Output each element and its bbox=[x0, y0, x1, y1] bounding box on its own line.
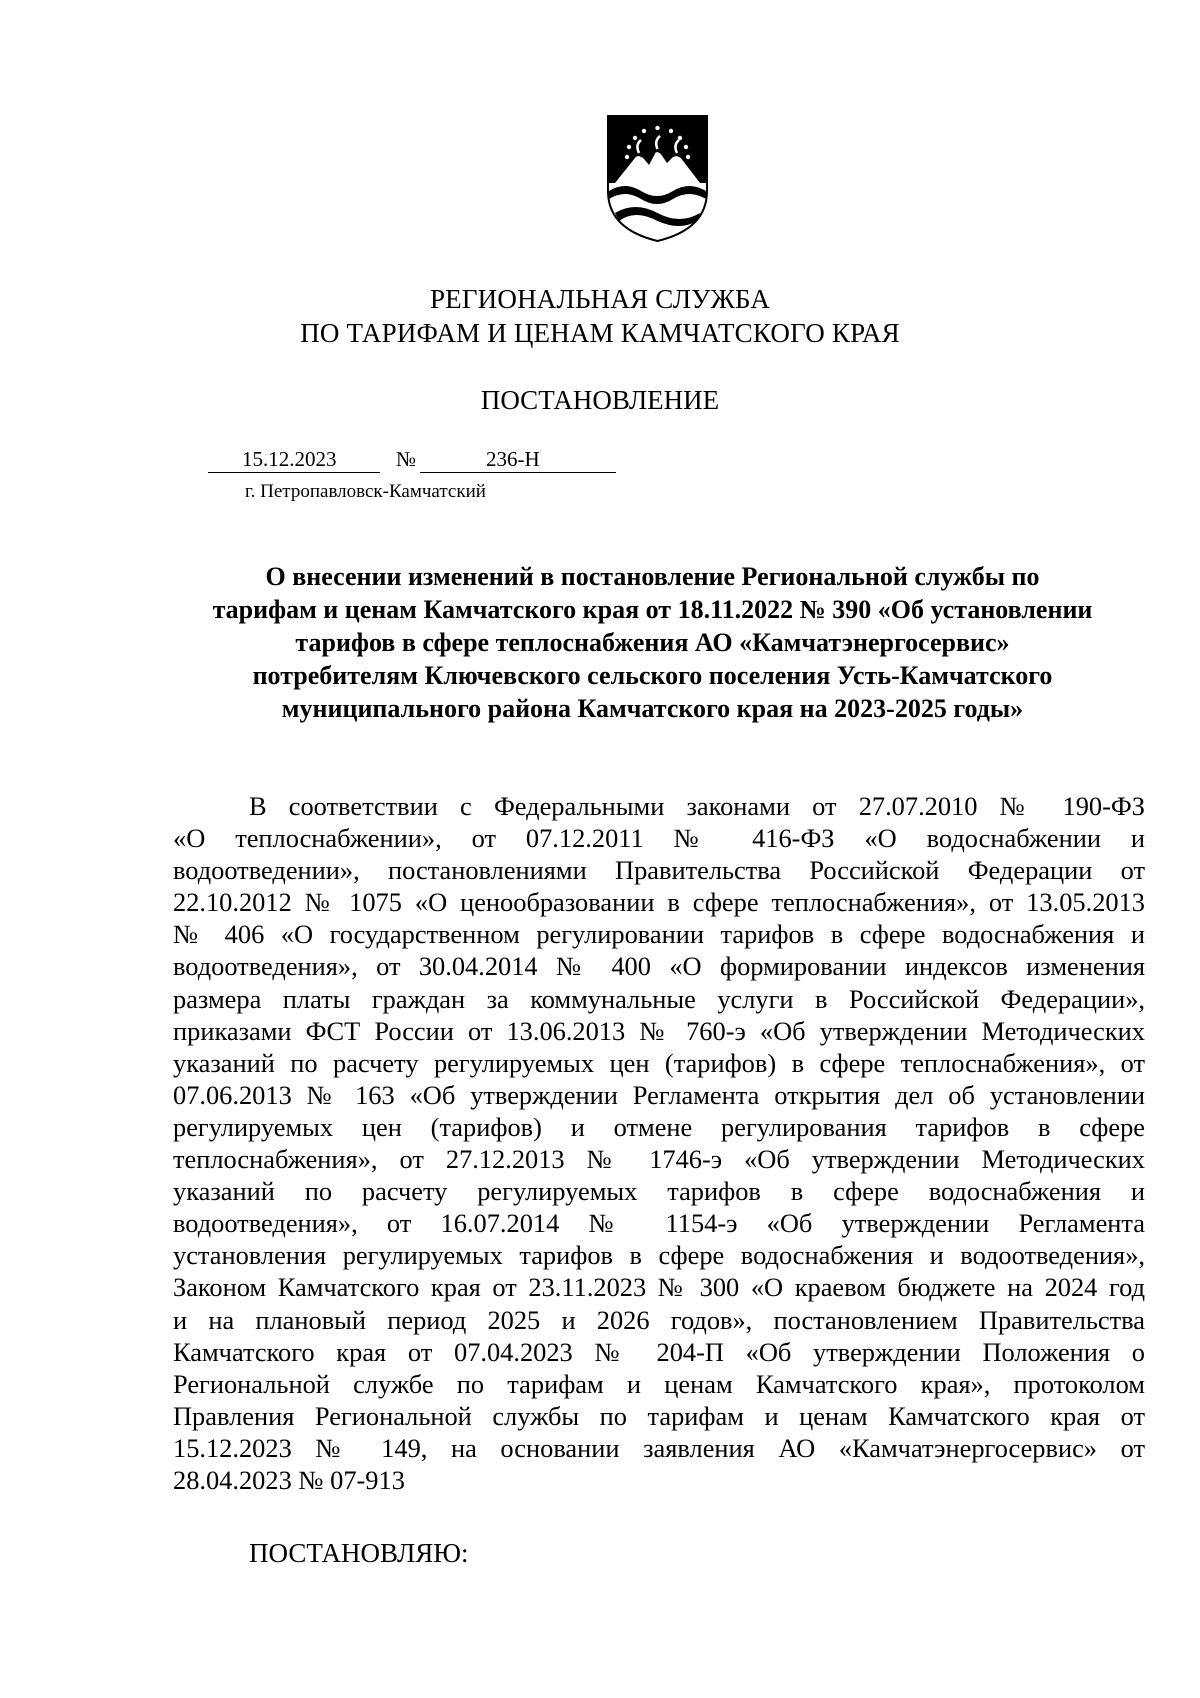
document-city: г. Петропавловск-Камчатский bbox=[245, 481, 486, 502]
title-line: тарифов в сфере теплоснабжения АО «Камчатэнергосервис» bbox=[295, 628, 1010, 657]
number-sign: № bbox=[396, 447, 417, 471]
document-date: 15.12.2023 bbox=[242, 447, 337, 471]
body-line: и на плановый период 2025 и 2026 годов», постановлением Правительства bbox=[173, 1304, 1145, 1335]
body-line: «О теплоснабжении», от 07.12.2011 № 416-ФЗ «О водоснабжении и bbox=[173, 823, 1145, 854]
body-line: водоотведении», постановлениями Правительства Российской Федерации от bbox=[173, 855, 1145, 886]
body-line: размера платы граждан за коммунальные услуги в Российской Федерации», bbox=[173, 983, 1145, 1014]
title-line: тарифам и ценам Камчатского края от 18.11.2022 № 390 «Об установлении bbox=[212, 595, 1093, 624]
document-meta bbox=[208, 445, 616, 475]
org-name-line1: РЕГИОНАЛЬНАЯ СЛУЖБА bbox=[429, 284, 771, 314]
body-line: 07.06.2013 № 163 «Об утверждении Регламента открытия дел об установлении bbox=[173, 1079, 1145, 1110]
body-line: Камчатского края от 07.04.2023 № 204-П «Об утверждении Положения о bbox=[173, 1336, 1145, 1367]
body-line: В соответствии с Федеральными законами от 27.07.2010 № 190-ФЗ bbox=[249, 791, 1145, 821]
body-line: указаний по расчету регулируемых тарифов в сфере водоснабжения и bbox=[173, 1176, 1145, 1207]
document-title bbox=[160, 560, 1145, 725]
body-line: Правления Региональной службы по тарифам и ценам Камчатского края от bbox=[173, 1400, 1145, 1431]
body-line: приказами ФСТ России от 13.06.2013 № 760-э «Об утверждении Методических bbox=[173, 1015, 1145, 1046]
body-line: теплоснабжения», от 27.12.2013 № 1746-э «Об утверждении Методических bbox=[173, 1144, 1145, 1175]
title-line: муниципального района Камчатского края на 2023-2025 годы» bbox=[281, 694, 1024, 723]
body-line: Региональной службе по тарифам и ценам Камчатского края», протоколом bbox=[173, 1368, 1145, 1399]
body-line: водоотведения», от 16.07.2014 № 1154-э «Об утверждении Регламента bbox=[173, 1208, 1145, 1239]
number-underline bbox=[420, 472, 616, 473]
document-type: ПОСТАНОВЛЕНИЕ bbox=[480, 385, 720, 415]
org-name-line2: ПО ТАРИФАМ И ЦЕНАМ КАМЧАТСКОГО КРАЯ bbox=[300, 318, 900, 348]
body-line: 22.10.2012 № 1075 «О ценообразовании в сфере теплоснабжения», от 13.05.2013 bbox=[173, 887, 1145, 918]
kamchatka-coat-of-arms-icon bbox=[605, 113, 710, 244]
body-line: Законом Камчатского края от 23.11.2023 № 300 «О краевом бюджете на 2024 год bbox=[173, 1272, 1145, 1303]
body-paragraph bbox=[173, 790, 1145, 1496]
date-underline bbox=[208, 472, 380, 473]
body-line: водоотведения», от 30.04.2014 № 400 «О формировании индексов изменения bbox=[173, 951, 1145, 982]
body-line: № 406 «О государственном регулировании тарифов в сфере водоснабжения и bbox=[173, 919, 1145, 950]
title-line: О внесении изменений в постановление Региональной службы по bbox=[265, 562, 1040, 591]
body-line: регулируемых цен (тарифов) и отмене регулирования тарифов в сфере bbox=[173, 1111, 1145, 1142]
body-line: 28.04.2023 № 07-913 bbox=[173, 1464, 405, 1495]
document-number: 236-Н bbox=[486, 447, 540, 471]
title-line: потребителям Ключевского сельского поселения Усть-Камчатского bbox=[252, 661, 1053, 690]
resolution-heading: ПОСТАНОВЛЯЮ: bbox=[249, 1538, 469, 1568]
body-line: установления регулируемых тарифов в сфере водоснабжения и водоотведения», bbox=[173, 1240, 1145, 1271]
body-line: указаний по расчету регулируемых цен (тарифов) в сфере теплоснабжения», от bbox=[173, 1047, 1145, 1078]
body-line: 15.12.2023 № 149, на основании заявления АО «Камчатэнергосервис» от bbox=[173, 1432, 1145, 1463]
